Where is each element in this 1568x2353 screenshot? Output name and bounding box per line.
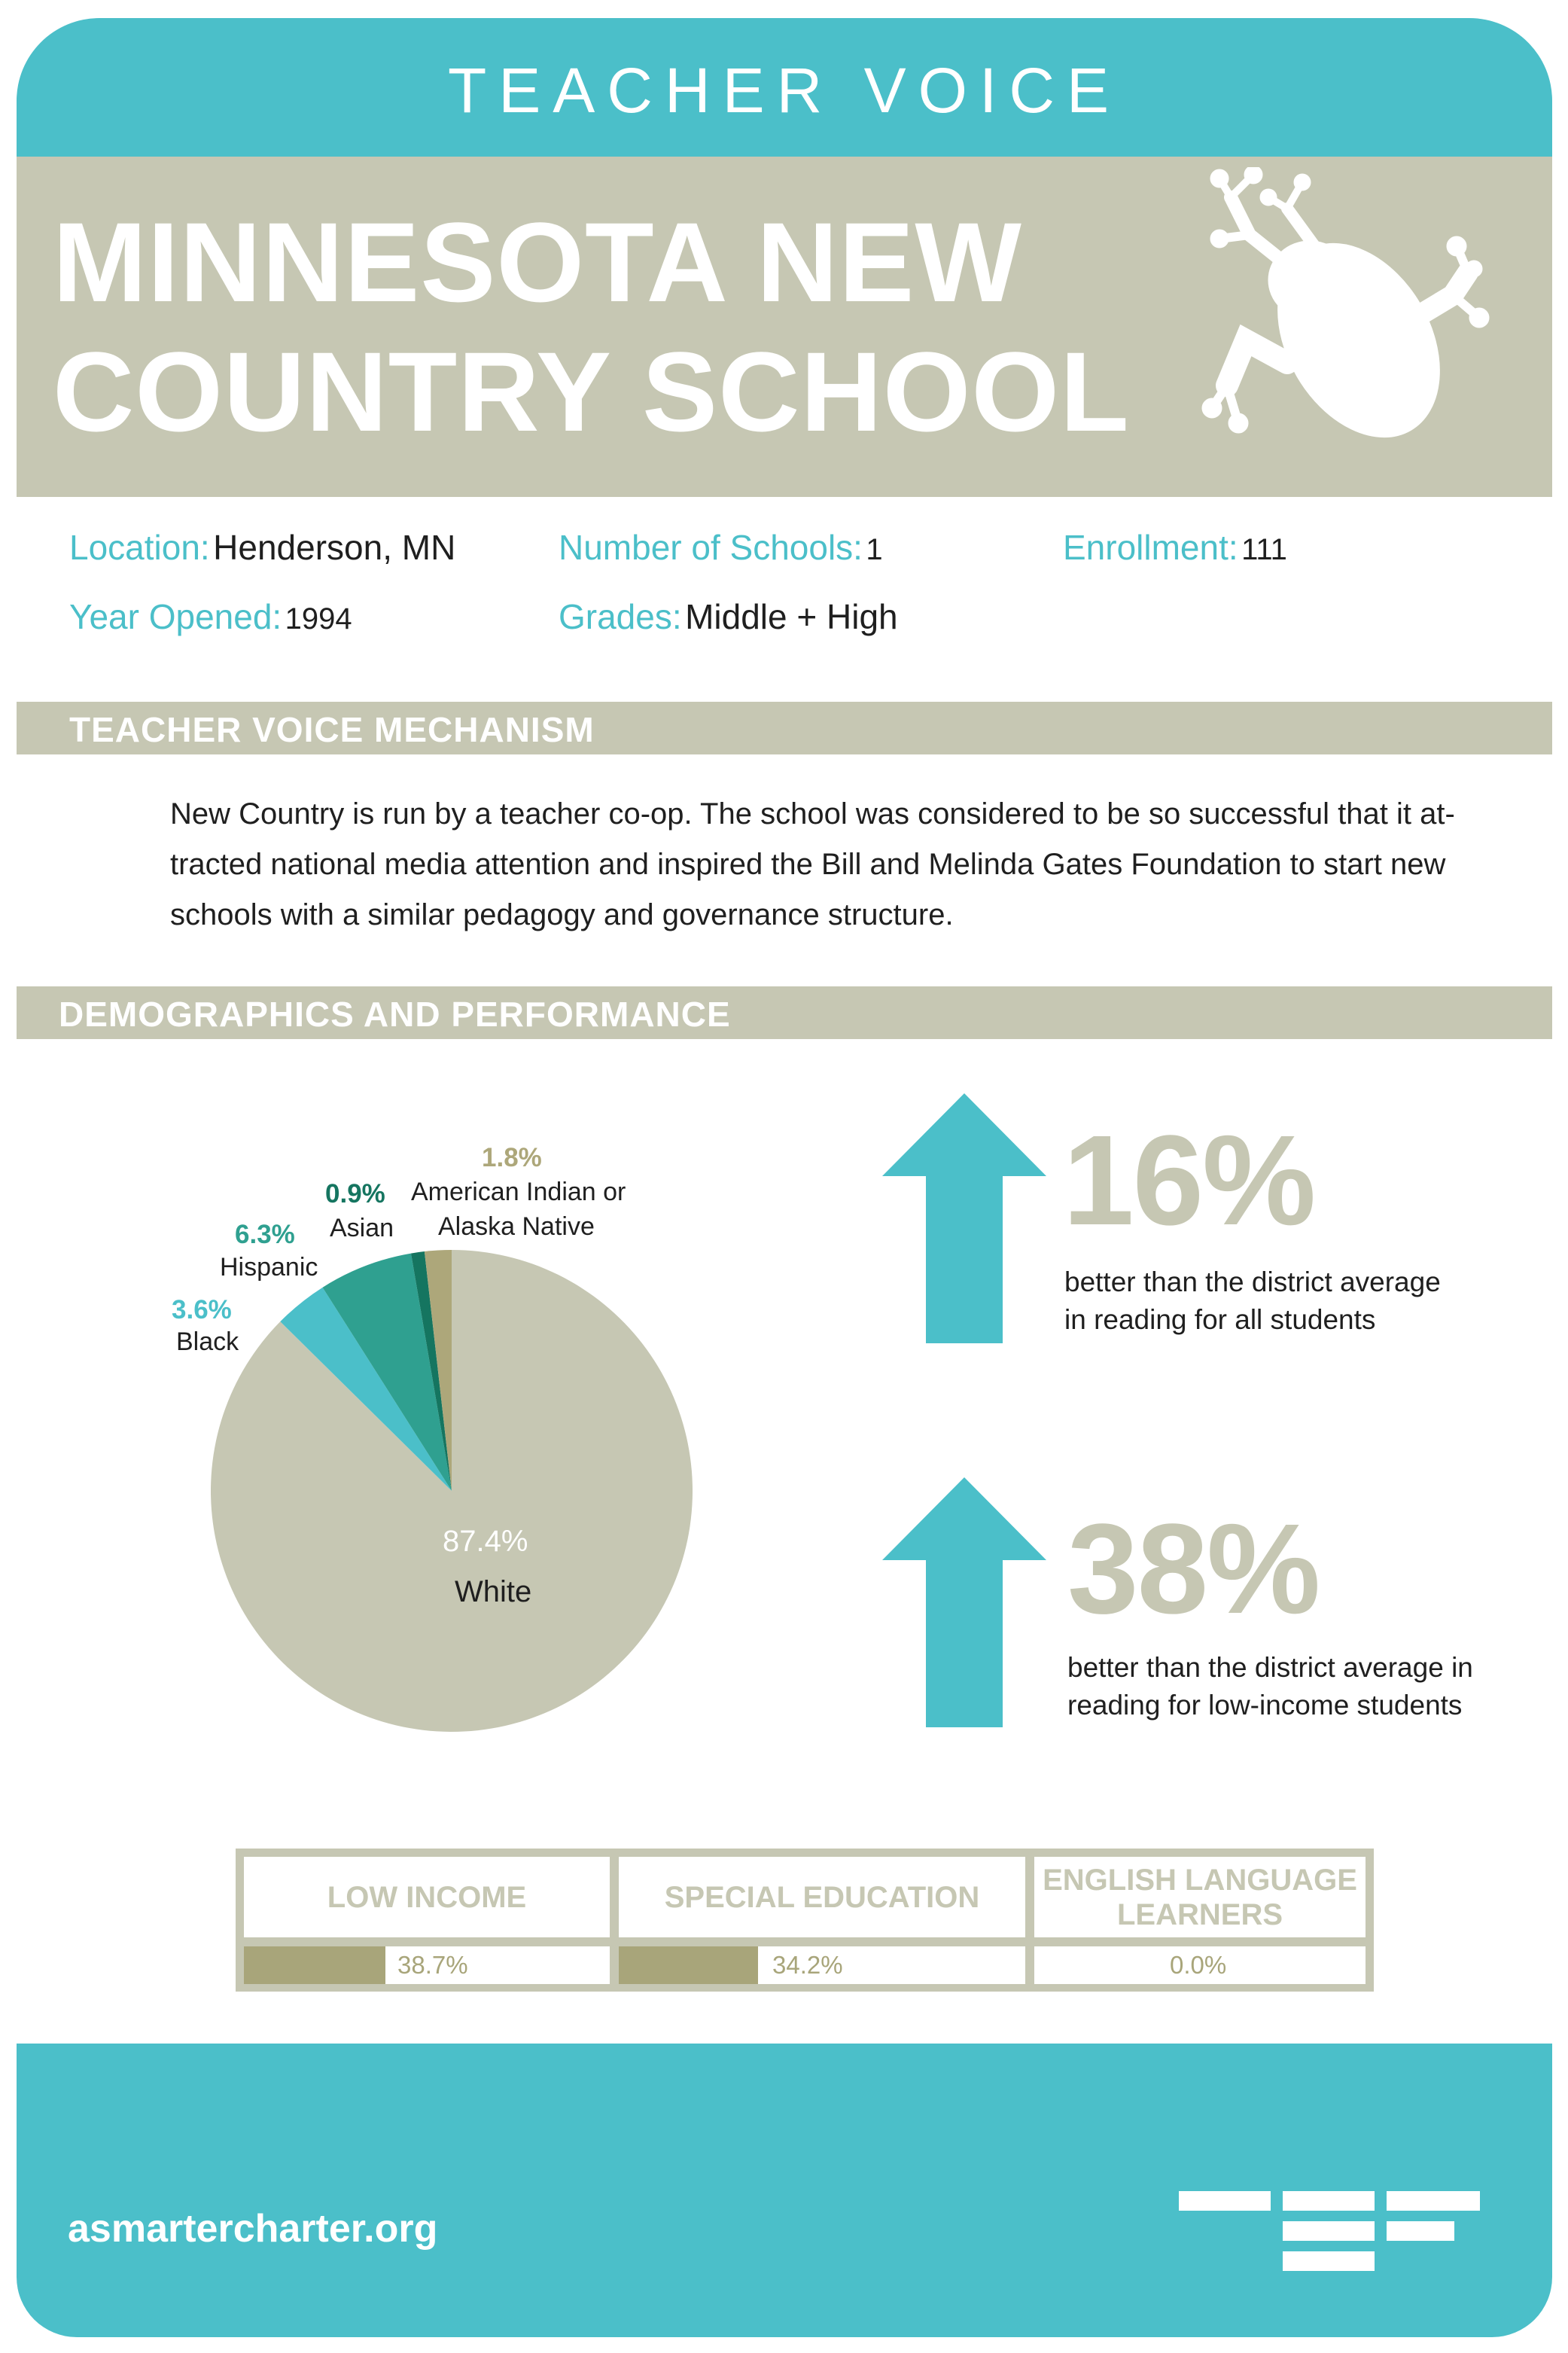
year-label: Year Opened:	[69, 597, 282, 636]
up-arrow-icon	[882, 1093, 1046, 1343]
stat-desc-reading-low-income	[1067, 1649, 1473, 1724]
table-value-bar	[619, 1946, 758, 1984]
slice-label-aian-pct: 1.8%	[482, 1143, 542, 1172]
page-title-line-1: MINNESOTA NEW	[53, 199, 1022, 325]
footer-website-link[interactable]: asmartercharter.org	[68, 2207, 438, 2251]
footer-band	[17, 2044, 1552, 2337]
frog-icon	[1197, 167, 1490, 461]
slice-label-asian: Asian	[330, 1214, 394, 1242]
table-value-text: 0.0%	[1170, 1951, 1227, 1979]
info-enrollment	[1063, 527, 1287, 568]
info-location	[69, 527, 455, 568]
enrollment-value: 111	[1241, 533, 1287, 566]
slice-label-aian-line1: American Indian or	[411, 1178, 626, 1206]
info-year	[69, 596, 352, 637]
page-title-line-2: COUNTRY SCHOOL	[53, 328, 1130, 455]
info-grades	[559, 596, 898, 637]
slice-label-white: White	[455, 1575, 532, 1608]
up-arrow-icon	[882, 1477, 1046, 1727]
stat-desc-line: reading for low-income students	[1067, 1690, 1463, 1721]
stat-desc-line: better than the district average	[1064, 1266, 1441, 1297]
table-header-special-education	[619, 1857, 1025, 1937]
table-value-bar	[244, 1946, 385, 1984]
schools-value: 1	[866, 533, 883, 566]
paragraph-line: schools with a similar pedagogy and governance structure.	[170, 898, 954, 931]
location-label: Location:	[69, 528, 210, 567]
mechanism-heading: TEACHER VOICE MECHANISM	[69, 710, 595, 749]
table-value-text: 34.2%	[772, 1951, 843, 1979]
slice-label-hispanic: Hispanic	[220, 1253, 318, 1282]
stat-desc-reading-all	[1064, 1263, 1441, 1339]
table-header-ell	[1034, 1857, 1366, 1937]
paragraph-line: New Country is run by a teacher co-op. The school was considered to be so successful that it at-	[170, 797, 1455, 831]
demographics-heading: DEMOGRAPHICS AND PERFORMANCE	[59, 995, 731, 1034]
slice-label-white-pct: 87.4%	[443, 1525, 528, 1558]
table-header-label: LEARNERS	[1116, 1897, 1283, 1931]
stat-value-reading-all: 16%	[1063, 1109, 1315, 1252]
table-value-cell-ell	[1034, 1946, 1366, 1984]
enrollment-label: Enrollment:	[1063, 528, 1238, 567]
table-header-label: SPECIAL EDUCATION	[664, 1880, 980, 1914]
demographics-pie-chart	[203, 1242, 700, 1739]
location-value: Henderson, MN	[213, 528, 456, 567]
page-eyebrow: TEACHER VOICE	[447, 55, 1122, 126]
info-schools	[559, 527, 883, 568]
slice-label-black-pct: 3.6%	[172, 1295, 232, 1324]
table-header-low-income	[244, 1857, 610, 1937]
year-value: 1994	[285, 602, 352, 635]
slice-label-hispanic-pct: 6.3%	[235, 1220, 295, 1249]
table-header-label: LOW INCOME	[327, 1880, 527, 1914]
brand-bars-icon	[1179, 2191, 1480, 2281]
paragraph-line: tracted national media attention and inspired the Bill and Melinda Gates Foundation to start new	[170, 848, 1446, 881]
grades-value: Middle + High	[685, 597, 898, 636]
grades-label: Grades:	[559, 597, 682, 636]
table-header-label: ENGLISH LANGUAGE	[1043, 1863, 1357, 1897]
slice-label-aian-line2: Alaska Native	[438, 1212, 595, 1241]
stat-desc-line: in reading for all students	[1064, 1304, 1376, 1335]
slice-label-black: Black	[176, 1327, 239, 1356]
schools-label: Number of Schools:	[559, 528, 863, 567]
stat-desc-line: better than the district average in	[1067, 1652, 1473, 1683]
table-value-text: 38.7%	[397, 1951, 468, 1979]
slice-label-asian-pct: 0.9%	[325, 1179, 385, 1209]
table-value-cell-low-income	[244, 1946, 610, 1984]
table-value-cell-special-education	[619, 1946, 1025, 1984]
stat-value-reading-low-income: 38%	[1067, 1498, 1320, 1641]
mechanism-paragraph	[170, 789, 1455, 940]
